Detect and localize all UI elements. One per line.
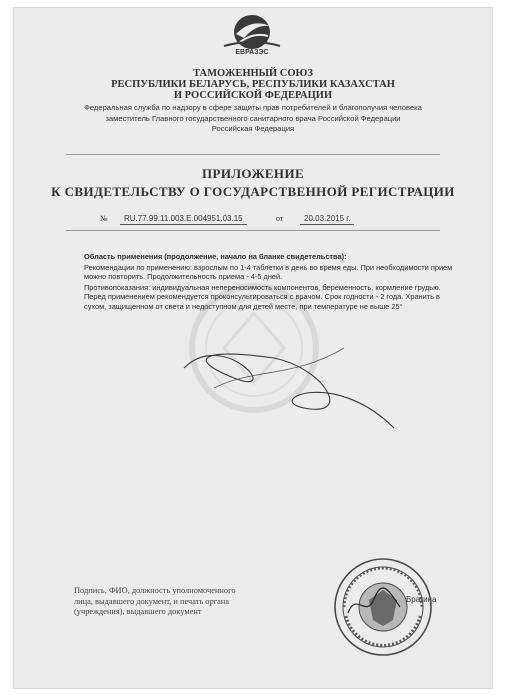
separator-line [66, 230, 440, 231]
issuer-line: ТАМОЖЕННЫЙ СОЮЗ [193, 68, 313, 79]
separator-line [66, 154, 440, 155]
registration-number-label: № [100, 214, 108, 223]
signature-caption-line: лица, выдавшего документ, и печать органа [74, 596, 230, 606]
registration-date-label: от [276, 214, 284, 223]
agency-line: Федеральная служба по надзору в сфере защиты прав потребителей и благополучия человека [84, 103, 422, 112]
signer-name: Брагина [406, 595, 437, 604]
issuer-line: РЕСПУБЛИКИ БЕЛАРУСЬ, РЕСПУБЛИКИ КАЗАХСТАН [111, 79, 395, 90]
issuer-line: И РОССИЙСКОЙ ФЕДЕРАЦИИ [173, 90, 333, 101]
recommendations-text: Рекомендации по применению: взрослым по 1-4 таблетки в день во время еды. При необходимости прием можно повторить. Продолжительность приема - 4-5 дней. [84, 262, 453, 281]
certificate-document [14, 8, 492, 688]
document-title: ПРИЛОЖЕНИЕ [201, 166, 305, 181]
agency-block [44, 103, 462, 135]
signature-caption-line: Подпись, ФИО, должность уполномоченного [74, 586, 236, 595]
registration-date: 20.03.2015 г. [300, 214, 354, 225]
application-area-heading: Область применения (продолжение, начало на бланке свидетельства): [84, 252, 347, 261]
signature-caption [74, 586, 304, 618]
registration-number: RU.77.99.11.003.E.004951.03.15 [120, 214, 247, 225]
large-signature-scribble [164, 308, 424, 448]
agency-line: Российская Федерация [211, 124, 295, 133]
document-subtitle: К СВИДЕТЕЛЬСТВУ О ГОСУДАРСТВЕННОЙ РЕГИСТРАЦИИ [51, 184, 455, 199]
issuer-heading [44, 68, 462, 101]
contraindications-text: Противопоказания: индивидуальная непереносимость компонентов, беременность, кормление грудью. Перед применением рекомендуется проконсультироваться с врачом. Срок годности - 2 года. Хранить в сухом, защищенном от света и недоступном для детей месте, при температуре не выше 25° [84, 282, 441, 311]
signature-caption-line: (учреждения), выдавшего документ [74, 607, 202, 616]
signer-signature [344, 583, 404, 623]
logo-label: ЕВРАЗЭС [235, 49, 269, 56]
certificate-content [84, 252, 454, 312]
agency-line: заместитель Главного государственного санитарного врача Российской Федерации [105, 113, 401, 123]
